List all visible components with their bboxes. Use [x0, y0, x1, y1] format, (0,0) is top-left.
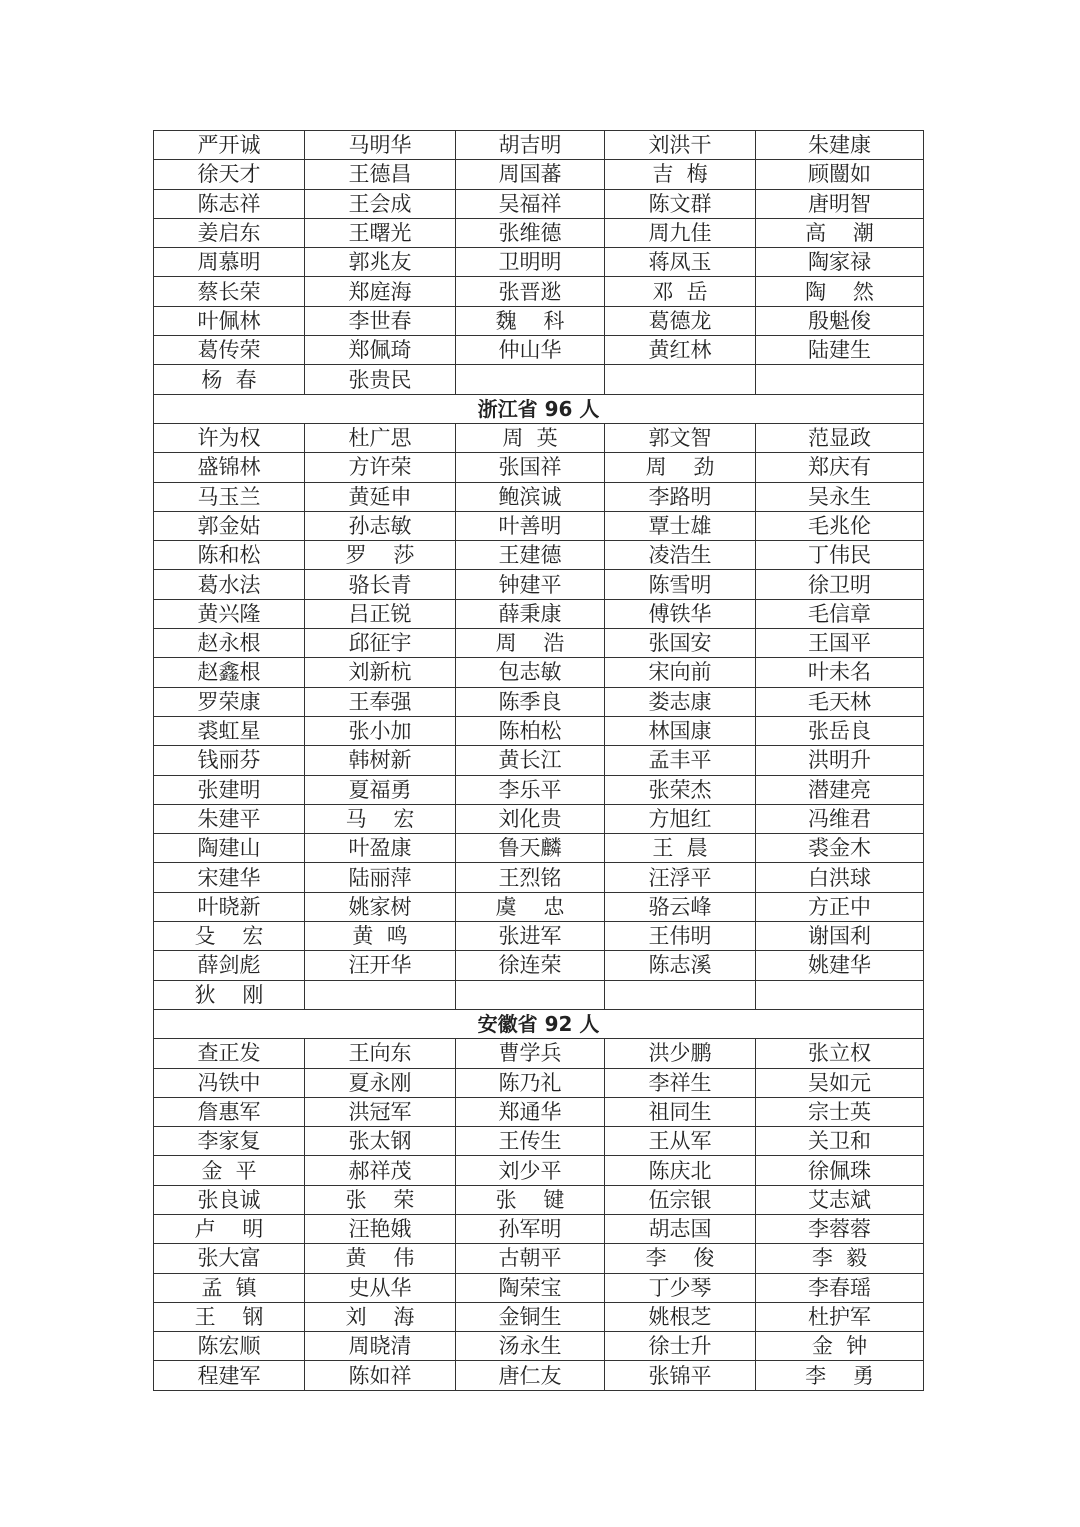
- name-cell: 周 浩: [456, 629, 605, 658]
- name-cell: 卢 明: [154, 1214, 305, 1243]
- name-list-table: [153, 130, 924, 1391]
- name-cell: 张晋逖: [456, 277, 605, 306]
- name-cell: 黄红林: [605, 336, 756, 365]
- name-cell: 张进军: [456, 922, 605, 951]
- table-row: [154, 892, 924, 921]
- name-cell: 艾志斌: [756, 1185, 924, 1214]
- name-cell: 钟建平: [456, 570, 605, 599]
- section-header: 浙江省 96 人: [154, 394, 924, 423]
- name-cell: 覃士雄: [605, 511, 756, 540]
- section-header-row: [154, 1009, 924, 1038]
- name-cell: [756, 980, 924, 1009]
- name-cell: 殷魁俊: [756, 306, 924, 335]
- name-cell: 郭兆友: [305, 248, 456, 277]
- table-row: [154, 599, 924, 628]
- name-cell: 薛剑彪: [154, 951, 305, 980]
- name-cell: 马 宏: [305, 804, 456, 833]
- table-row: [154, 1156, 924, 1185]
- table-row: [154, 131, 924, 160]
- name-cell: 虞 忠: [456, 892, 605, 921]
- table-row: [154, 570, 924, 599]
- name-cell: 张国安: [605, 629, 756, 658]
- name-cell: 黄兴隆: [154, 599, 305, 628]
- name-cell: 张建明: [154, 775, 305, 804]
- name-cell: 关卫和: [756, 1127, 924, 1156]
- name-cell: 郑佩琦: [305, 336, 456, 365]
- name-cell: 陈和松: [154, 541, 305, 570]
- name-cell: 王传生: [456, 1127, 605, 1156]
- name-cell: 陶家禄: [756, 248, 924, 277]
- name-cell: 刘 海: [305, 1302, 456, 1331]
- name-cell: 张锦平: [605, 1361, 756, 1390]
- name-cell: 汪艳娥: [305, 1214, 456, 1243]
- table-row: [154, 1097, 924, 1126]
- name-cell: 张小加: [305, 716, 456, 745]
- table-row: [154, 1039, 924, 1068]
- name-cell: 盛锦林: [154, 453, 305, 482]
- name-cell: 李路明: [605, 482, 756, 511]
- name-cell: 张荣杰: [605, 775, 756, 804]
- name-cell: 陆建生: [756, 336, 924, 365]
- name-cell: 詹惠军: [154, 1097, 305, 1126]
- name-cell: 蔡长荣: [154, 277, 305, 306]
- name-cell: 黄长江: [456, 746, 605, 775]
- name-cell: 裘金木: [756, 834, 924, 863]
- name-cell: 朱建平: [154, 804, 305, 833]
- name-cell: 顾闓如: [756, 160, 924, 189]
- name-cell: 古朝平: [456, 1244, 605, 1273]
- table-row: [154, 746, 924, 775]
- name-cell: 殳 宏: [154, 922, 305, 951]
- table-row: [154, 541, 924, 570]
- name-cell: 王 钢: [154, 1302, 305, 1331]
- name-cell: 李 勇: [756, 1361, 924, 1390]
- name-cell: 王国平: [756, 629, 924, 658]
- table-row: [154, 482, 924, 511]
- name-cell: 李 毅: [756, 1244, 924, 1273]
- table-row: [154, 306, 924, 335]
- name-cell: 王曙光: [305, 218, 456, 247]
- section-header: 安徽省 92 人: [154, 1009, 924, 1038]
- name-list-body: [154, 131, 924, 1391]
- table-row: [154, 277, 924, 306]
- table-row: [154, 980, 924, 1009]
- table-row: [154, 1273, 924, 1302]
- name-cell: 陈雪明: [605, 570, 756, 599]
- name-cell: 狄 刚: [154, 980, 305, 1009]
- name-cell: 钱丽芬: [154, 746, 305, 775]
- name-cell: 李祥生: [605, 1068, 756, 1097]
- table-row: [154, 716, 924, 745]
- name-cell: 孟 镇: [154, 1273, 305, 1302]
- name-cell: 宗士英: [756, 1097, 924, 1126]
- name-cell: 凌浩生: [605, 541, 756, 570]
- name-cell: 傅铁华: [605, 599, 756, 628]
- name-cell: 高 潮: [756, 218, 924, 247]
- name-cell: 周 劲: [605, 453, 756, 482]
- name-cell: 陈季良: [456, 687, 605, 716]
- name-cell: 裘虹星: [154, 716, 305, 745]
- table-row: [154, 922, 924, 951]
- name-cell: 潜建亮: [756, 775, 924, 804]
- name-cell: 邓 岳: [605, 277, 756, 306]
- name-cell: 马玉兰: [154, 482, 305, 511]
- name-cell: 韩树新: [305, 746, 456, 775]
- name-cell: 卫明明: [456, 248, 605, 277]
- table-row: [154, 804, 924, 833]
- name-cell: 叶盈康: [305, 834, 456, 863]
- name-cell: 赵鑫根: [154, 658, 305, 687]
- name-cell: 张国祥: [456, 453, 605, 482]
- name-cell: 金 钟: [756, 1332, 924, 1361]
- name-cell: 郑庭海: [305, 277, 456, 306]
- name-cell: 李家复: [154, 1127, 305, 1156]
- table-row: [154, 248, 924, 277]
- name-cell: 史从华: [305, 1273, 456, 1302]
- name-cell: 叶晓新: [154, 892, 305, 921]
- name-cell: 郑庆有: [756, 453, 924, 482]
- name-cell: 骆长青: [305, 570, 456, 599]
- name-cell: 程建军: [154, 1361, 305, 1390]
- name-cell: 杜护军: [756, 1302, 924, 1331]
- name-cell: 张 荣: [305, 1185, 456, 1214]
- name-cell: 汤永生: [456, 1332, 605, 1361]
- name-cell: 张大富: [154, 1244, 305, 1273]
- name-cell: 刘洪干: [605, 131, 756, 160]
- name-cell: 李乐平: [456, 775, 605, 804]
- name-cell: 鲍滨诚: [456, 482, 605, 511]
- name-cell: 叶未名: [756, 658, 924, 687]
- table-row: [154, 834, 924, 863]
- name-cell: 冯铁中: [154, 1068, 305, 1097]
- name-cell: 邱征宇: [305, 629, 456, 658]
- name-cell: 陈柏松: [456, 716, 605, 745]
- name-cell: 张太钢: [305, 1127, 456, 1156]
- name-cell: 徐士升: [605, 1332, 756, 1361]
- table-row: [154, 1068, 924, 1097]
- name-cell: 赵永根: [154, 629, 305, 658]
- name-cell: 方正中: [756, 892, 924, 921]
- table-row: [154, 511, 924, 540]
- name-cell: 陈乃礼: [456, 1068, 605, 1097]
- name-cell: 黄 伟: [305, 1244, 456, 1273]
- name-cell: 郑通华: [456, 1097, 605, 1126]
- name-cell: 陈文群: [605, 189, 756, 218]
- name-cell: 陈如祥: [305, 1361, 456, 1390]
- name-cell: 严开诚: [154, 131, 305, 160]
- name-cell: 金铜生: [456, 1302, 605, 1331]
- table-row: [154, 160, 924, 189]
- name-cell: 姚家树: [305, 892, 456, 921]
- name-cell: 冯维君: [756, 804, 924, 833]
- name-cell: 丁少琴: [605, 1273, 756, 1302]
- name-cell: 罗 莎: [305, 541, 456, 570]
- name-cell: 陈志祥: [154, 189, 305, 218]
- name-cell: 魏 科: [456, 306, 605, 335]
- name-cell: 毛兆伦: [756, 511, 924, 540]
- name-cell: 葛传荣: [154, 336, 305, 365]
- table-row: [154, 1214, 924, 1243]
- name-cell: 周晓清: [305, 1332, 456, 1361]
- name-cell: 周国蕃: [456, 160, 605, 189]
- name-cell: 谢国利: [756, 922, 924, 951]
- name-cell: 姚根芝: [605, 1302, 756, 1331]
- name-cell: 宋向前: [605, 658, 756, 687]
- name-cell: 朱建康: [756, 131, 924, 160]
- table-row: [154, 218, 924, 247]
- name-cell: 黄 鸣: [305, 922, 456, 951]
- table-row: [154, 365, 924, 394]
- name-cell: 方旭红: [605, 804, 756, 833]
- name-cell: 陈庆北: [605, 1156, 756, 1185]
- name-cell: 刘新杭: [305, 658, 456, 687]
- name-cell: 李世春: [305, 306, 456, 335]
- table-row: [154, 423, 924, 452]
- name-cell: 孙志敏: [305, 511, 456, 540]
- name-cell: [305, 980, 456, 1009]
- name-cell: 徐天才: [154, 160, 305, 189]
- name-cell: 王建德: [456, 541, 605, 570]
- name-cell: 李蓉蓉: [756, 1214, 924, 1243]
- name-cell: 陶荣宝: [456, 1273, 605, 1302]
- name-cell: 鲁天麟: [456, 834, 605, 863]
- name-cell: 蒋凤玉: [605, 248, 756, 277]
- name-cell: 唐明智: [756, 189, 924, 218]
- name-cell: 吕正锐: [305, 599, 456, 628]
- name-cell: 唐仁友: [456, 1361, 605, 1390]
- name-cell: 张维德: [456, 218, 605, 247]
- name-cell: 陆丽萍: [305, 863, 456, 892]
- name-cell: 胡志国: [605, 1214, 756, 1243]
- name-cell: 李春瑶: [756, 1273, 924, 1302]
- name-cell: [456, 365, 605, 394]
- table-row: [154, 1332, 924, 1361]
- name-cell: 葛水法: [154, 570, 305, 599]
- name-cell: [456, 980, 605, 1009]
- name-cell: 吴福祥: [456, 189, 605, 218]
- name-cell: 王会成: [305, 189, 456, 218]
- table-row: [154, 1185, 924, 1214]
- name-cell: 白洪球: [756, 863, 924, 892]
- name-cell: 吉 梅: [605, 160, 756, 189]
- name-cell: 方许荣: [305, 453, 456, 482]
- name-cell: 包志敏: [456, 658, 605, 687]
- name-cell: 林国康: [605, 716, 756, 745]
- name-cell: 王伟明: [605, 922, 756, 951]
- name-cell: 夏永刚: [305, 1068, 456, 1097]
- section-header-row: [154, 394, 924, 423]
- name-cell: 徐卫明: [756, 570, 924, 599]
- name-cell: 范显政: [756, 423, 924, 452]
- name-cell: [605, 365, 756, 394]
- name-cell: 徐佩珠: [756, 1156, 924, 1185]
- name-cell: 周九佳: [605, 218, 756, 247]
- table-row: [154, 951, 924, 980]
- name-cell: 夏福勇: [305, 775, 456, 804]
- name-cell: 刘少平: [456, 1156, 605, 1185]
- name-cell: 汪浮平: [605, 863, 756, 892]
- name-cell: 王 晨: [605, 834, 756, 863]
- name-cell: 王烈铭: [456, 863, 605, 892]
- table-row: [154, 1361, 924, 1390]
- name-cell: 张 键: [456, 1185, 605, 1214]
- name-cell: 葛德龙: [605, 306, 756, 335]
- name-cell: 吴永生: [756, 482, 924, 511]
- table-row: [154, 775, 924, 804]
- name-cell: 毛天林: [756, 687, 924, 716]
- name-cell: [756, 365, 924, 394]
- name-cell: 郭金姑: [154, 511, 305, 540]
- name-cell: 孙军明: [456, 1214, 605, 1243]
- name-cell: 黄延申: [305, 482, 456, 511]
- name-cell: 毛信章: [756, 599, 924, 628]
- name-cell: 张贵民: [305, 365, 456, 394]
- name-cell: 骆云峰: [605, 892, 756, 921]
- name-cell: 李 俊: [605, 1244, 756, 1273]
- table-row: [154, 189, 924, 218]
- name-cell: 曹学兵: [456, 1039, 605, 1068]
- name-cell: [605, 980, 756, 1009]
- name-cell: 孟丰平: [605, 746, 756, 775]
- name-cell: 周 英: [456, 423, 605, 452]
- name-cell: 张立权: [756, 1039, 924, 1068]
- table-row: [154, 863, 924, 892]
- name-cell: 陶建山: [154, 834, 305, 863]
- name-cell: 洪冠军: [305, 1097, 456, 1126]
- name-cell: 徐连荣: [456, 951, 605, 980]
- name-cell: 胡吉明: [456, 131, 605, 160]
- name-cell: 宋建华: [154, 863, 305, 892]
- name-cell: 周慕明: [154, 248, 305, 277]
- table-row: [154, 453, 924, 482]
- name-cell: 张良诚: [154, 1185, 305, 1214]
- name-cell: 洪少鹏: [605, 1039, 756, 1068]
- name-cell: 王向东: [305, 1039, 456, 1068]
- table-row: [154, 336, 924, 365]
- name-cell: 薛秉康: [456, 599, 605, 628]
- name-cell: 陈志溪: [605, 951, 756, 980]
- table-row: [154, 687, 924, 716]
- name-cell: 娄志康: [605, 687, 756, 716]
- name-cell: 金 平: [154, 1156, 305, 1185]
- name-cell: 陶 然: [756, 277, 924, 306]
- name-cell: 王从军: [605, 1127, 756, 1156]
- name-cell: 郭文智: [605, 423, 756, 452]
- name-cell: 洪明升: [756, 746, 924, 775]
- name-cell: 祖同生: [605, 1097, 756, 1126]
- name-cell: 刘化贵: [456, 804, 605, 833]
- table-row: [154, 1244, 924, 1273]
- name-cell: 罗荣康: [154, 687, 305, 716]
- name-cell: 陈宏顺: [154, 1332, 305, 1361]
- name-cell: 许为权: [154, 423, 305, 452]
- name-cell: 王奉强: [305, 687, 456, 716]
- table-row: [154, 1302, 924, 1331]
- table-row: [154, 629, 924, 658]
- name-cell: 杨 春: [154, 365, 305, 394]
- table-row: [154, 658, 924, 687]
- name-cell: 马明华: [305, 131, 456, 160]
- name-cell: 查正发: [154, 1039, 305, 1068]
- table-row: [154, 1127, 924, 1156]
- name-cell: 姚建华: [756, 951, 924, 980]
- name-cell: 叶善明: [456, 511, 605, 540]
- name-cell: 汪开华: [305, 951, 456, 980]
- name-cell: 叶佩林: [154, 306, 305, 335]
- name-cell: 丁伟民: [756, 541, 924, 570]
- name-cell: 吴如元: [756, 1068, 924, 1097]
- name-cell: 张岳良: [756, 716, 924, 745]
- name-cell: 郝祥茂: [305, 1156, 456, 1185]
- name-cell: 仲山华: [456, 336, 605, 365]
- name-cell: 王德昌: [305, 160, 456, 189]
- name-cell: 姜启东: [154, 218, 305, 247]
- name-cell: 伍宗银: [605, 1185, 756, 1214]
- name-cell: 杜广思: [305, 423, 456, 452]
